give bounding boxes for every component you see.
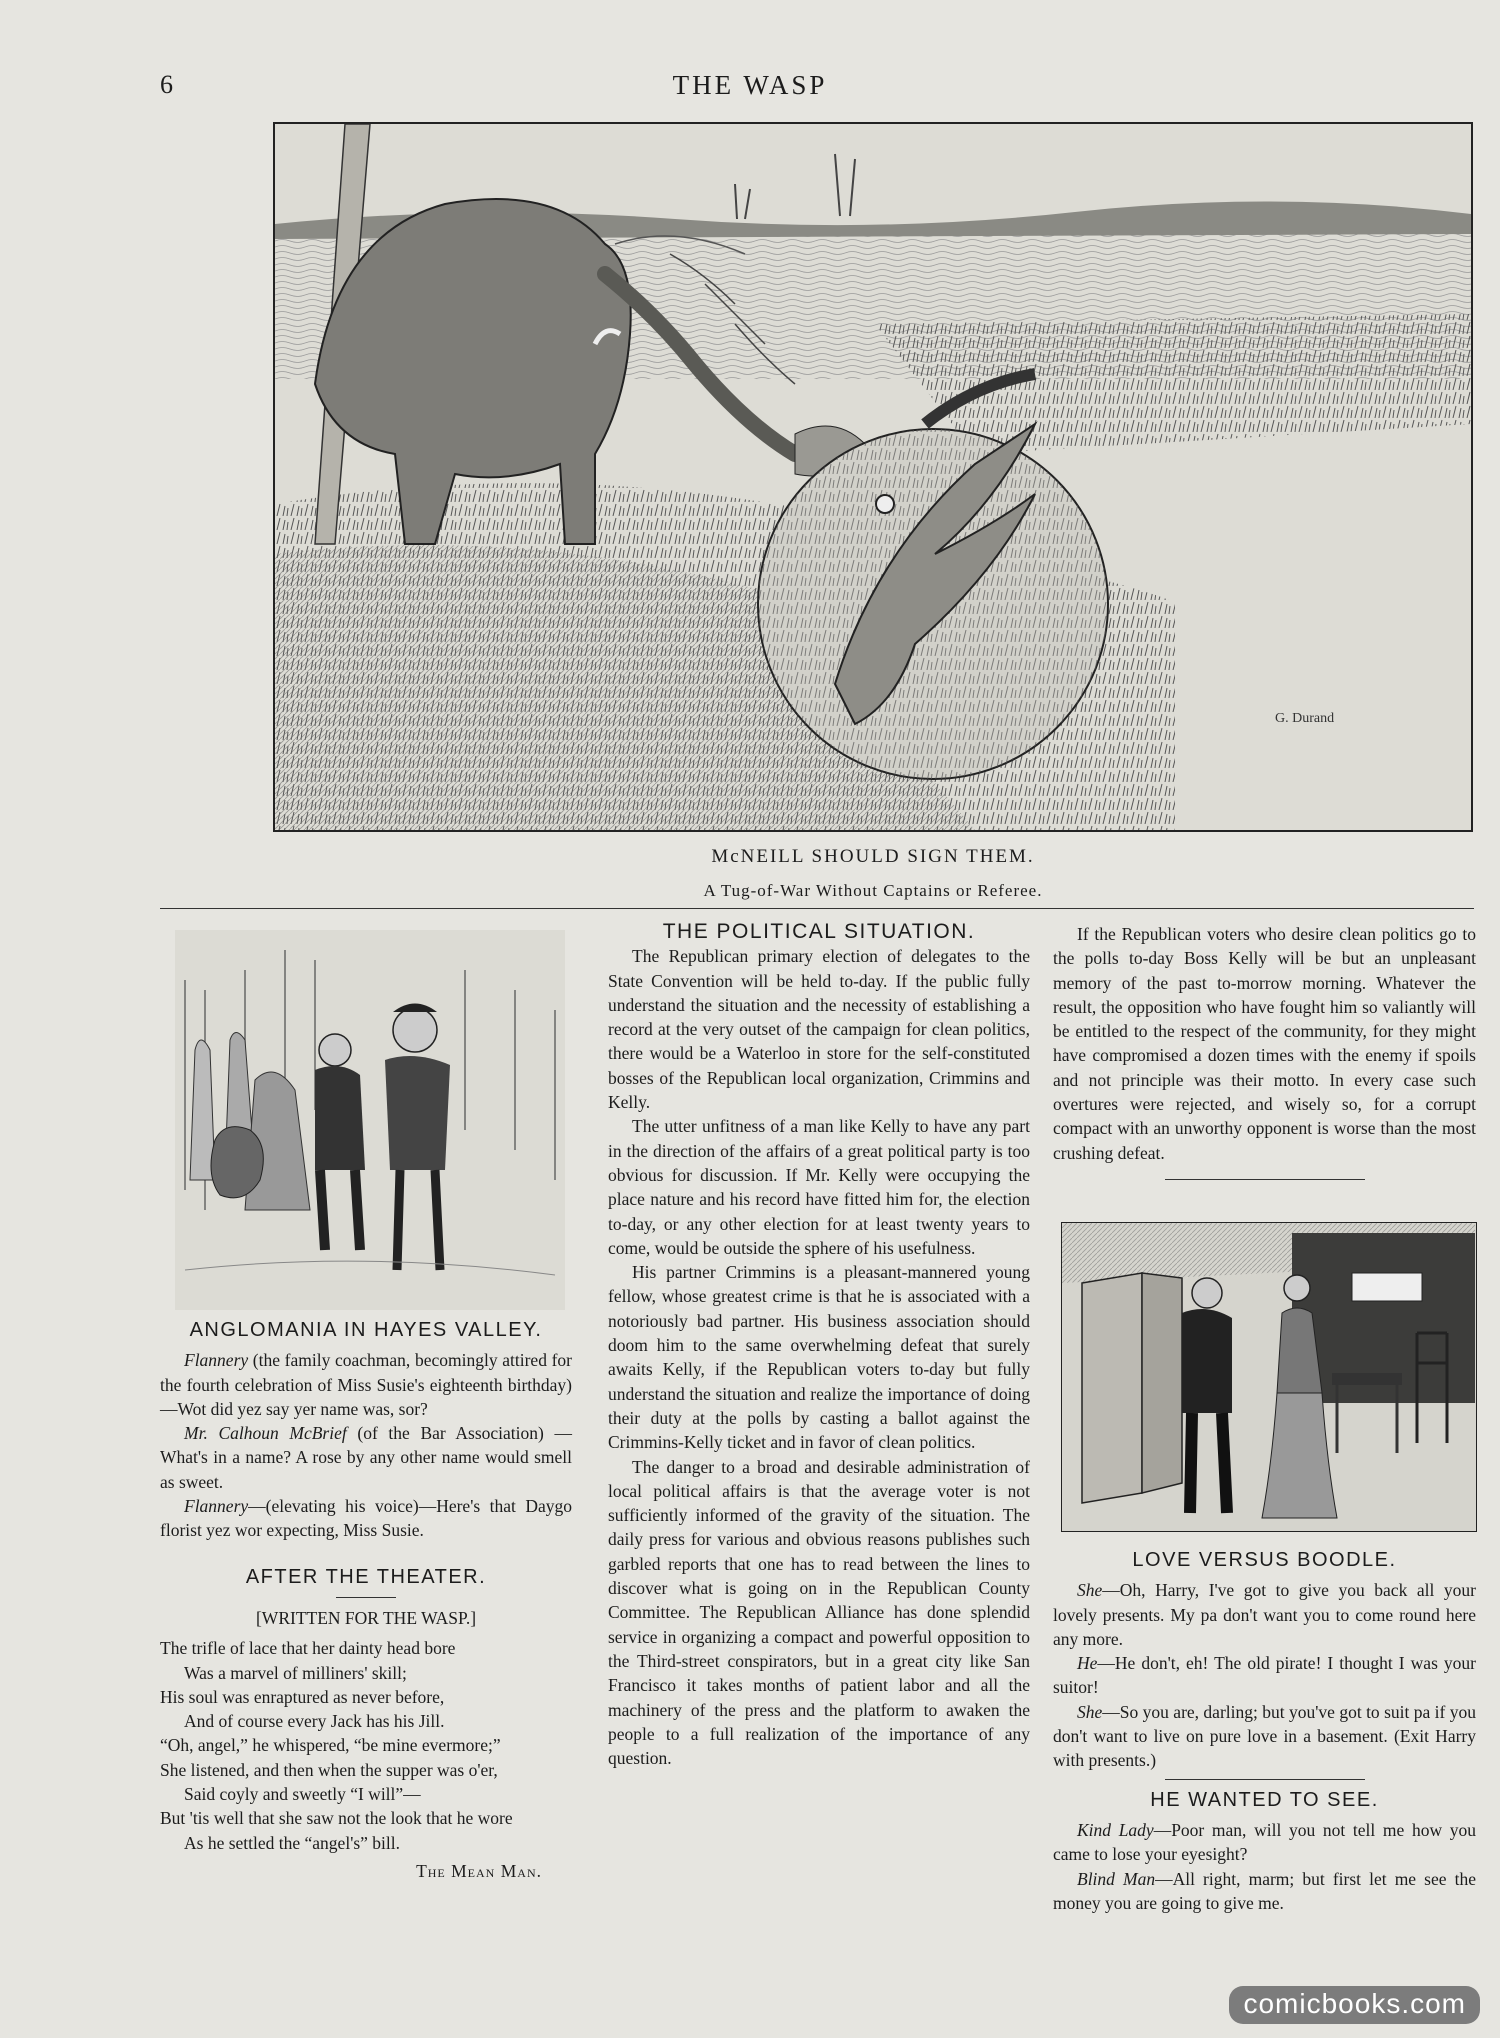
poem-line: But 'tis well that she saw not the look that he wore bbox=[160, 1808, 513, 1829]
after-theater-signature: The Mean Man. bbox=[416, 1860, 542, 1881]
love-dialogue-2 bbox=[1053, 1651, 1476, 1700]
after-theater-credit: [WRITTEN FOR THE WASP.] bbox=[255, 1607, 477, 1628]
political-situation-heading: THE POLITICAL SITUATION. bbox=[662, 920, 976, 943]
poem-line: Was a marvel of milliners' skill; bbox=[184, 1662, 407, 1683]
speaker: Kind Lady bbox=[1077, 1819, 1154, 1840]
parlor-couple-drawing bbox=[1062, 1223, 1475, 1530]
anglomania-paragraph-3 bbox=[160, 1494, 572, 1543]
masthead: THE WASP bbox=[672, 70, 828, 100]
elephant-crocodile-drawing bbox=[275, 124, 1471, 830]
poem-line: The trifle of lace that her dainty head bore bbox=[160, 1638, 456, 1659]
anglomania-paragraph-1 bbox=[160, 1348, 572, 1421]
speaker: She bbox=[1077, 1580, 1103, 1601]
dialogue-text: (the family coachman, becomingly attired for the fourth celebration of Miss Susie's eighteenth birthday)—Wot did yez say yer name was, sor? bbox=[160, 1350, 572, 1419]
dialogue-text: (of the Bar Association) —What's in a name? A rose by any other name would smell as sweet. bbox=[160, 1423, 572, 1492]
after-theater-heading: AFTER THE THEATER. bbox=[245, 1565, 487, 1588]
article-paragraph: The Republican primary election of delegates to the State Convention will be held to-day. If the public fully understand the situation and the necessity of establishing a record at the very outset of the campaign for clean politics, there would be a Waterloo in store for the self-constituted bosses of the Republican local organization, Crimmins and Kelly. bbox=[608, 946, 1030, 1113]
right-column bbox=[1053, 922, 1476, 1190]
right-column-lower bbox=[1053, 1548, 1476, 1915]
speaker: Flannery bbox=[184, 1350, 249, 1371]
main-cartoon-illustration bbox=[273, 122, 1473, 832]
dialogue-text: —Oh, Harry, I've got to give you back all your lovely presents. My pa don't want you to come round here any more. bbox=[1053, 1580, 1476, 1649]
speaker: She bbox=[1077, 1701, 1103, 1722]
see-dialogue-2 bbox=[1053, 1867, 1476, 1916]
political-situation-body bbox=[608, 944, 1030, 1770]
after-theater-poem bbox=[160, 1636, 572, 1855]
love-versus-boodle-heading: LOVE VERSUS BOODLE. bbox=[1132, 1549, 1397, 1571]
main-cartoon-caption: McNEILL SHOULD SIGN THEM. bbox=[711, 846, 1035, 867]
poem-line: “Oh, angel,” he whispered, “be mine evermore;” bbox=[160, 1735, 501, 1756]
poem-line: As he settled the “angel's” bill. bbox=[184, 1832, 401, 1853]
poem-line: His soul was enraptured as never before, bbox=[160, 1686, 445, 1707]
page-number: 6 bbox=[160, 70, 173, 99]
right-intro-paragraph: If the Republican voters who desire clean politics go to the polls to-day Boss Kelly will be but an unpleasant memory of the past to-morrow morning. Whatever the result, the opposition who have fought him so valiantly will be entitled to the respect of the community, for they might have compromised a dozen times with the enemy if spoils and not principle was their motto. In every case such overtures were rejected, and wisely so, for a corrupt compact with an unworthy opponent is worse than the most crushing defeat. bbox=[1053, 924, 1476, 1163]
anglomania-illustration bbox=[175, 930, 565, 1310]
love-dialogue-3 bbox=[1053, 1700, 1476, 1773]
anglomania-paragraph-2 bbox=[160, 1421, 572, 1494]
love-versus-boodle-illustration bbox=[1061, 1222, 1477, 1532]
dialogue-text: —He don't, eh! The old pirate! I thought I was your suitor! bbox=[1053, 1653, 1476, 1698]
left-column bbox=[160, 1318, 572, 1883]
speaker: Blind Man bbox=[1077, 1868, 1156, 1889]
article-paragraph: His partner Crimmins is a pleasant-mannered young fellow, whose greatest crime is that he is associated with a notoriously bad partner. His business association should doom him to the same overwhelming defeat that surely awaits Kelly, if the Republican voters to-day but fully understand the situation and realize the importance of doing their duty at the polls by casting a ballot against the Crimmins-Kelly ticket and in favor of clean politics. bbox=[608, 1262, 1030, 1453]
dialogue-text: —Poor man, will you not tell me how you came to lose your eyesight? bbox=[1053, 1819, 1476, 1865]
article-paragraph: The utter unfitness of a man like Kelly to have any part in the direction of the affairs of a great political party is too obvious for discussion. If Mr. Kelly were occupying the place nature and his record have fitted him for, the election to-day, or any other election for at least twenty years to come, would be outside the sphere of his usefulness. bbox=[608, 1116, 1030, 1258]
dialogue-text: —So you are, darling; but you've got to suit pa if you don't want to live on pure love in a basement. (Exit Harry with presents.) bbox=[1053, 1701, 1476, 1771]
dialogue-text: —All right, marm; but first let me see the money you are going to give me. bbox=[1053, 1868, 1476, 1913]
dialogue-text: —(elevating his voice)—Here's that Daygo florist yez wor expecting, Miss Susie. bbox=[160, 1496, 572, 1541]
speaker: Flannery bbox=[184, 1496, 249, 1517]
watermark: comicbooks.com bbox=[1229, 1986, 1480, 2024]
poem-line: She listened, and then when the supper was o'er, bbox=[160, 1759, 498, 1780]
anglomania-heading: ANGLOMANIA IN HAYES VALLEY. bbox=[189, 1319, 543, 1341]
short-divider bbox=[336, 1597, 396, 1598]
poem-line: And of course every Jack has his Jill. bbox=[184, 1711, 445, 1732]
speaker: He bbox=[1077, 1653, 1098, 1674]
see-dialogue-1 bbox=[1053, 1818, 1476, 1867]
middle-column bbox=[608, 920, 1030, 1770]
speaker: Mr. Calhoun McBrief bbox=[184, 1423, 347, 1444]
section-divider bbox=[160, 908, 1474, 909]
divider bbox=[1165, 1779, 1365, 1780]
poem-line: Said coyly and sweetly “I will”— bbox=[184, 1784, 421, 1805]
divider bbox=[1165, 1179, 1365, 1180]
main-cartoon-subcaption: A Tug-of-War Without Captains or Referee. bbox=[703, 881, 1043, 900]
artist-signature: G. Durand bbox=[1275, 711, 1335, 726]
coachman-and-gentleman-drawing bbox=[175, 930, 565, 1310]
love-dialogue-1 bbox=[1053, 1578, 1476, 1651]
he-wanted-to-see-heading: HE WANTED TO SEE. bbox=[1150, 1788, 1379, 1811]
article-paragraph: The danger to a broad and desirable administration of local political affairs is that the average voter is not sufficiently informed of the gravity of the situation. The daily press for various and obvious reasons publishes such garbled reports that one has to read between the lines to discover what is going on in the Republican County Committee. The Republican Alliance has done splendid service in organizing a compact and powerful opposition to the Third-street conspirators, but in a great city like San Francisco it takes months of patient labor and all the machinery of the press and the platform to awaken the people to a full realization of the importance of any question. bbox=[608, 1456, 1030, 1769]
